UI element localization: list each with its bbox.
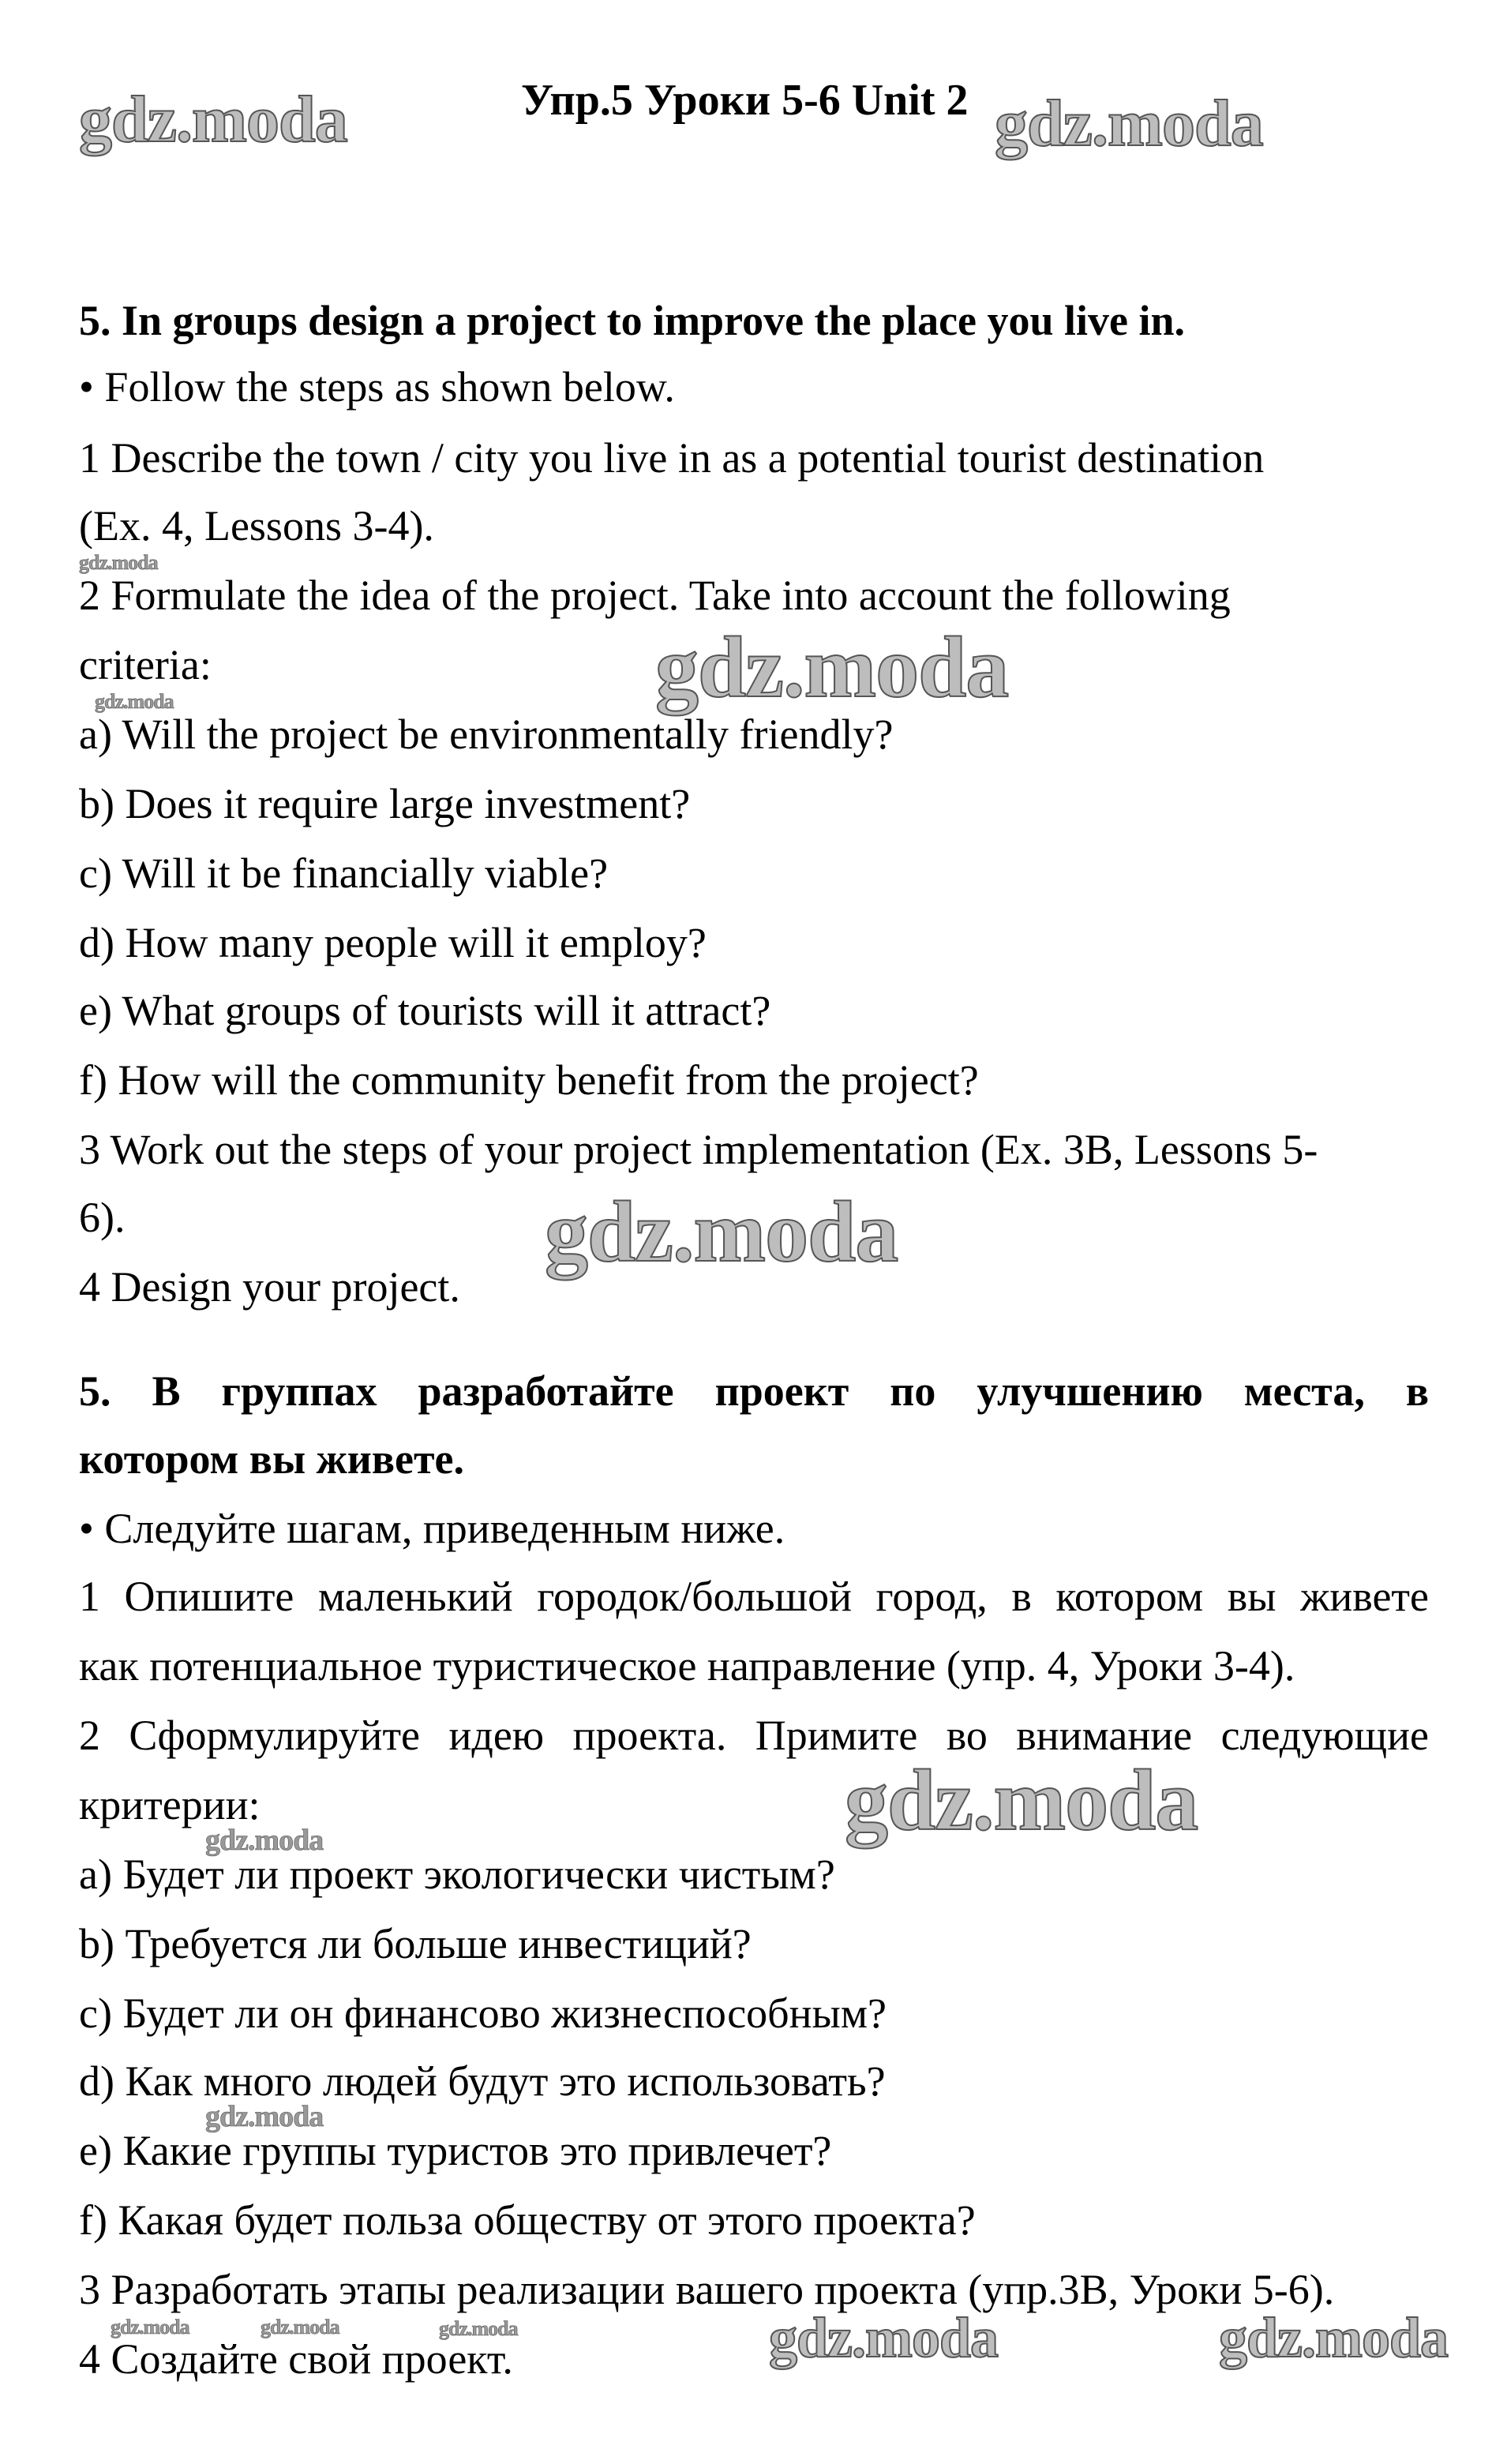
text-line: d) Как много людей будут это использовать? bbox=[79, 2057, 886, 2105]
text-line: 6). bbox=[79, 1194, 126, 1241]
text-line: 4 Создайте свой проект. bbox=[79, 2335, 513, 2383]
exercise-heading-ru: 5. В группах разработайте проект по улучшению места, в bbox=[79, 1367, 1429, 1415]
text-line: 3 Разработать этапы реализации вашего проекта (упр.3B, Уроки 5-6). bbox=[79, 2266, 1335, 2313]
text-line: 1 Describe the town / city you live in as a potential tourist destination bbox=[79, 434, 1265, 482]
watermark-logo: gdz.moda bbox=[79, 83, 347, 156]
text-line: 3 Work out the steps of your project implementation (Ex. 3B, Lessons 5- bbox=[79, 1126, 1318, 1173]
watermark-logo: gdz.moda bbox=[1219, 2306, 1449, 2369]
text-line: c) Will it be financially viable? bbox=[79, 849, 609, 897]
text-line: criteria: bbox=[79, 641, 212, 688]
watermark-small: gdz.moda bbox=[205, 2100, 324, 2133]
watermark-logo: gdz.moda bbox=[545, 1183, 898, 1280]
exercise-heading-en: 5. In groups design a project to improve the place you live in. bbox=[79, 297, 1186, 344]
watermark-small: gdz.moda bbox=[261, 2316, 339, 2338]
text-line: f) How will the community benefit from the project? bbox=[79, 1056, 979, 1104]
watermark-logo: gdz.moda bbox=[655, 619, 1009, 715]
watermark-small: gdz.moda bbox=[95, 690, 174, 713]
text-line: b) Does it require large investment? bbox=[79, 780, 691, 827]
watermark-logo: gdz.moda bbox=[995, 87, 1263, 160]
text-line: e) Какие группы туристов это привлечет? bbox=[79, 2127, 832, 2174]
text-line: f) Какая будет польза обществу от этого проекта? bbox=[79, 2196, 976, 2244]
text-line: 2 Formulate the idea of the project. Take into account the following bbox=[79, 572, 1231, 619]
text-line: критерии: bbox=[79, 1781, 261, 1828]
text-line: c) Будет ли он финансово жизнеспособным? bbox=[79, 1990, 887, 2037]
text-line: a) Will the project be environmentally friendly? bbox=[79, 711, 894, 758]
text-line: (Ex. 4, Lessons 3-4). bbox=[79, 502, 434, 549]
text-line: d) How many people will it employ? bbox=[79, 919, 707, 966]
text-line: a) Будет ли проект экологически чистым? bbox=[79, 1851, 835, 1898]
watermark-small: gdz.moda bbox=[79, 551, 158, 574]
text-line: b) Требуется ли больше инвестиций? bbox=[79, 1920, 752, 1967]
text-line: 1 Опишите маленький городок/большой город, в котором вы живете bbox=[79, 1573, 1429, 1620]
watermark-small: gdz.moda bbox=[111, 2316, 189, 2338]
text-line: • Следуйте шагам, приведенным ниже. bbox=[79, 1505, 785, 1552]
watermark-small: gdz.moda bbox=[205, 1824, 324, 1857]
text-line: 2 Сформулируйте идею проекта. Примите во внимание следующие bbox=[79, 1712, 1429, 1759]
text-line: e) What groups of tourists will it attract? bbox=[79, 987, 771, 1034]
watermark-small: gdz.moda bbox=[439, 2317, 518, 2340]
text-line: 4 Design your project. bbox=[79, 1263, 460, 1311]
page-title: Упр.5 Уроки 5-6 Unit 2 bbox=[521, 76, 969, 125]
exercise-heading-ru-cont: котором вы живете. bbox=[79, 1435, 465, 1483]
watermark-logo: gdz.moda bbox=[769, 2306, 999, 2369]
watermark-logo: gdz.moda bbox=[845, 1752, 1198, 1848]
text-line: как потенциальное туристическое направление (упр. 4, Уроки 3-4). bbox=[79, 1642, 1295, 1690]
text-line: • Follow the steps as shown below. bbox=[79, 363, 675, 411]
